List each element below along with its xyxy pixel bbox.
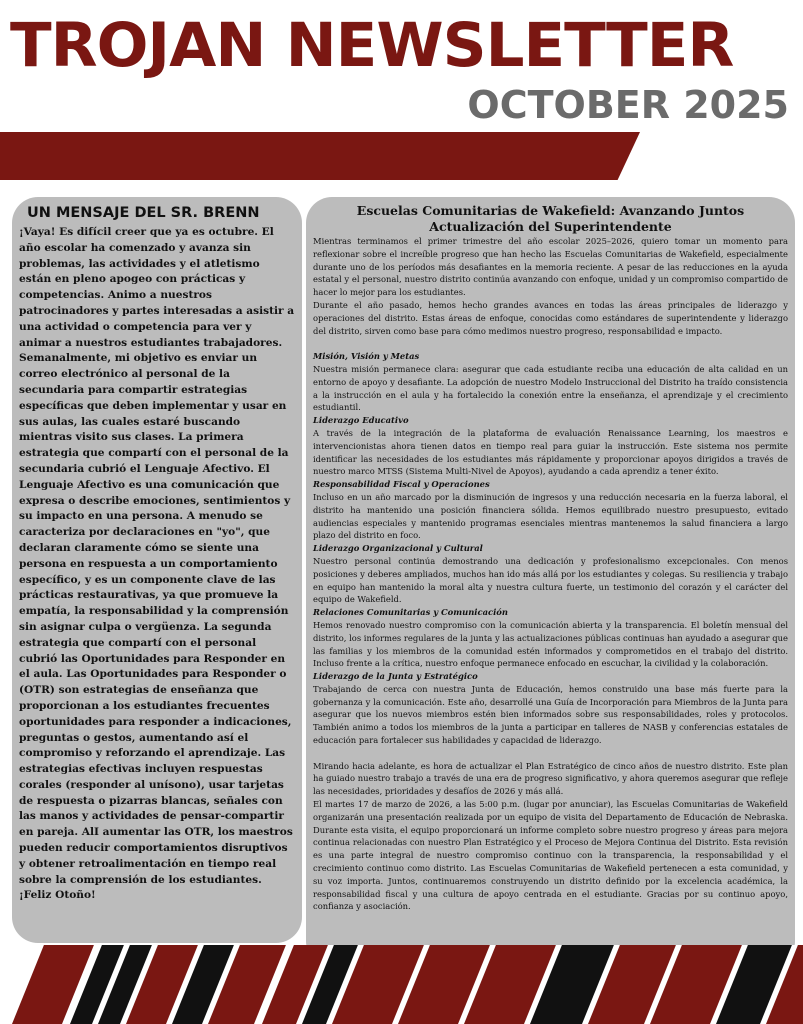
principal-message-title: UN MENSAJE DEL SR. BRENN bbox=[27, 205, 260, 221]
superintendent-update-box bbox=[306, 197, 795, 967]
section-heading-fiscal: Responsabilidad Fiscal y Operaciones bbox=[313, 479, 490, 490]
section-heading-education: Liderazgo Educativo bbox=[313, 415, 409, 426]
section-body-board: Trabajando de cerca con nuestra Junta de Educación, hemos construido una base más fuerte para la gobernanza y la comunicación. Este año, desarrollé una Guía de Incorporación para Miembros de la Junta para asegurar que los nuevos miembros estén bien informados sobre sus responsabilidades, roles y protocolos. También animo a todos los miembros de la junta a participar en talleres de NASB y conferencias estatales de educación para fortalecer sus habilidades y capacidad de liderazgo. bbox=[313, 683, 788, 746]
superintendent-update-title bbox=[313, 203, 788, 234]
intro-paragraph-1: Mientras terminamos el primer trimestre del año escolar 2025–2026, quiero tomar un momento para reflexionar sobre el increíble progreso que han hecho las Escuelas Comunitarias de Wakefield, especialmente durante uno de los períodos más desafiantes en la memoria reciente. A pesar de las reducciones en la ayuda estatal y el personal, nuestro distrito continúa avanzando con enfoque, unidad y un compromiso compartido de hacer lo mejor para los estudiantes. bbox=[313, 236, 788, 298]
title-line-2: Actualización del Superintendente bbox=[429, 218, 672, 234]
section-body-community: Hemos renovado nuestro compromiso con la comunicación abierta y la transparencia. El boletín mensual del distrito, los informes regulares de la junta y las actualizaciones públicas continuas han ayudado a asegurar que las familias y los miembros de la comunidad estén informados y comprometidos en el trabajo del distrito. Incluso frente a la crítica, nuestro enfoque permanece enfocado en escuchar, la civilidad y la colaboración. bbox=[313, 619, 788, 669]
footer-stripes bbox=[0, 945, 803, 1024]
outro-paragraph-1: Mirando hacia adelante, es hora de actualizar el Plan Estratégico de cinco años de nuestro distrito. Este plan ha guiado nuestro trabajo a través de una era de progreso significativo, y ahora queremos asegurar que refleje las necesidades, prioridades y desafíos de 2026 y más allá. bbox=[313, 760, 788, 797]
principal-message-body: ¡Vaya! Es difícil creer que ya es octubre. El año escolar ha comenzado y avanza sin problemas, las actividades y el atletismo están en pleno apogeo con prácticas y competencias. Animo a nuestros patrocinadores y partes interesadas a asistir a una actividad o competencia para ver y animar a nuestros estudiantes trabajadores. Semanalmente, mi objetivo es enviar un correo electrónico al personal de la secundaria para compartir estrategias específicas que deben implementar y usar en sus aulas, las cuales estaré buscando mientras visito sus clases. La primera estrategia que compartí con el personal de la secundaria cubrió el Lenguaje Afectivo. El Lenguaje Afectivo es una comunicación que expresa o describe emociones, sentimientos y su impacto en una persona. A menudo se caracteriza por declaraciones en "yo", que declaran claramente cómo se siente una persona en respuesta a un comportamiento específico, y es un componente clave de las prácticas restaurativas, ya que promueve la empatía, la responsabilidad y la comprensión sin asignar culpa o vergüenza. La segunda estrategia que compartí con el personal cubrió las Oportunidades para Responder en el aula. Las Oportunidades para Responder o (OTR) son estrategias de enseñanza que proporcionan a los estudiantes frecuentes oportunidades para responder a indicaciones, preguntas o gestos, aumentando así el compromiso y reforzando el aprendizaje. Las estrategias efectivas incluyen respuestas corales (responder al unísono), usar tarjetas de respuesta o pizarras blancas, señales con las manos y actividades de pensar-compartir en pareja. AlI aumentar las OTR, los maestros pueden reducir comportamientos disruptivos y obtener retroalimentación en tiempo real sobre la comprensión de los estudiantes. ¡Feliz Otoño! bbox=[19, 226, 295, 902]
title-line-1: Escuelas Comunitarias de Wakefield: Avanzando Juntos bbox=[356, 203, 745, 218]
outro-paragraph-2: El martes 17 de marzo de 2026, a las 5:00 p.m. (lugar por anunciar), las Escuelas Comunitarias de Wakefield organizarán una presentación realizada por un equipo de visita del Departamento de Educación de Nebraska. Durante esta visita, el equipo proporcionará un informe completo sobre nuestro progreso y áreas para mejora continua relacionadas con nuestro Plan Estratégico y el Proceso de Mejora Continua del Distrito. Esta revisión es una parte integral de nuestro compromiso continuo con la transparencia, la responsabilidad y el crecimiento continuo como distrito. Las Escuelas Comunitarias de Wakefield pertenecen a esta comunidad, y su voz importa. Juntos, continuaremos construyendo un distrito definido por la excelencia académica, la responsabilidad fiscal y una cultura de apoyo centrada en el estudiante. Gracias por su continuo apoyo, confianza y asociación. bbox=[313, 799, 788, 912]
intro-paragraph-2: Durante el año pasado, hemos hecho grandes avances en todas las áreas principales de liderazgo y operaciones del distrito. Estas áreas de enfoque, conocidas como estándares de superintendente y liderazgo del distrito, sirven como base para cómo medimos nuestro progreso, responsabilidad e impacto. bbox=[313, 299, 788, 336]
superintendent-update-body bbox=[313, 235, 788, 913]
section-body-mission: Nuestra misión permanece clara: asegurar que cada estudiante reciba una educación de alta calidad en un entorno de apoyo y desafiante. La adopción de nuestro Modelo Instruccional del Distrito ha traído consistencia a la instrucción en el aula y ha fortalecido la conexión entre la enseñanza, el aprendizaje y el crecimiento estudiantil. bbox=[313, 363, 788, 413]
section-body-culture: Nuestro personal continúa demostrando una dedicación y profesionalismo excepcionales. Con menos posiciones y deberes ampliados, muchos han ido más allá por los estudiantes y colegas. Su resiliencia y trabajo en equipo han mantenido la moral alta y nuestra cultura fuerte, un testimonio del corazón y el carácter del equipo de Wakefield. bbox=[313, 555, 788, 605]
section-body-fiscal: Incluso en un año marcado por la disminución de ingresos y una reducción necesaria en la fuerza laboral, el distrito ha mantenido una posición financiera sólida. Hemos equilibrado nuestro presupuesto, evitado audiencias especiales y mantenido programas esenciales mientras mantenemos la salud financiera a largo plazo del distrito en foco. bbox=[313, 491, 788, 541]
section-heading-community: Relaciones Comunitarias y Comunicación bbox=[313, 607, 508, 618]
issue-date: OCTOBER 2025 bbox=[467, 83, 789, 127]
section-heading-mission: Misión, Visión y Metas bbox=[313, 351, 420, 362]
principal-message-box bbox=[12, 197, 302, 943]
section-body-education: A través de la integración de la plataforma de evaluación Renaissance Learning, los maestros e intervencionistas ahora tienen datos en tiempo real para guiar la instrucción. Este sistema nos permite identificar las necesidades de los estudiantes más rápidamente y proporcionar apoyos dirigidos a través de nuestro marco MTSS (Sistema Multi-Nivel de Apoyos), ayudando a cada aprendiz a tener éxito. bbox=[313, 427, 788, 477]
section-heading-board: Liderazgo de la Junta y Estratégico bbox=[313, 671, 478, 682]
section-heading-culture: Liderazgo Organizacional y Cultural bbox=[313, 543, 483, 554]
header-band bbox=[0, 132, 640, 180]
newsletter-title: TROJAN NEWSLETTER bbox=[10, 10, 734, 81]
